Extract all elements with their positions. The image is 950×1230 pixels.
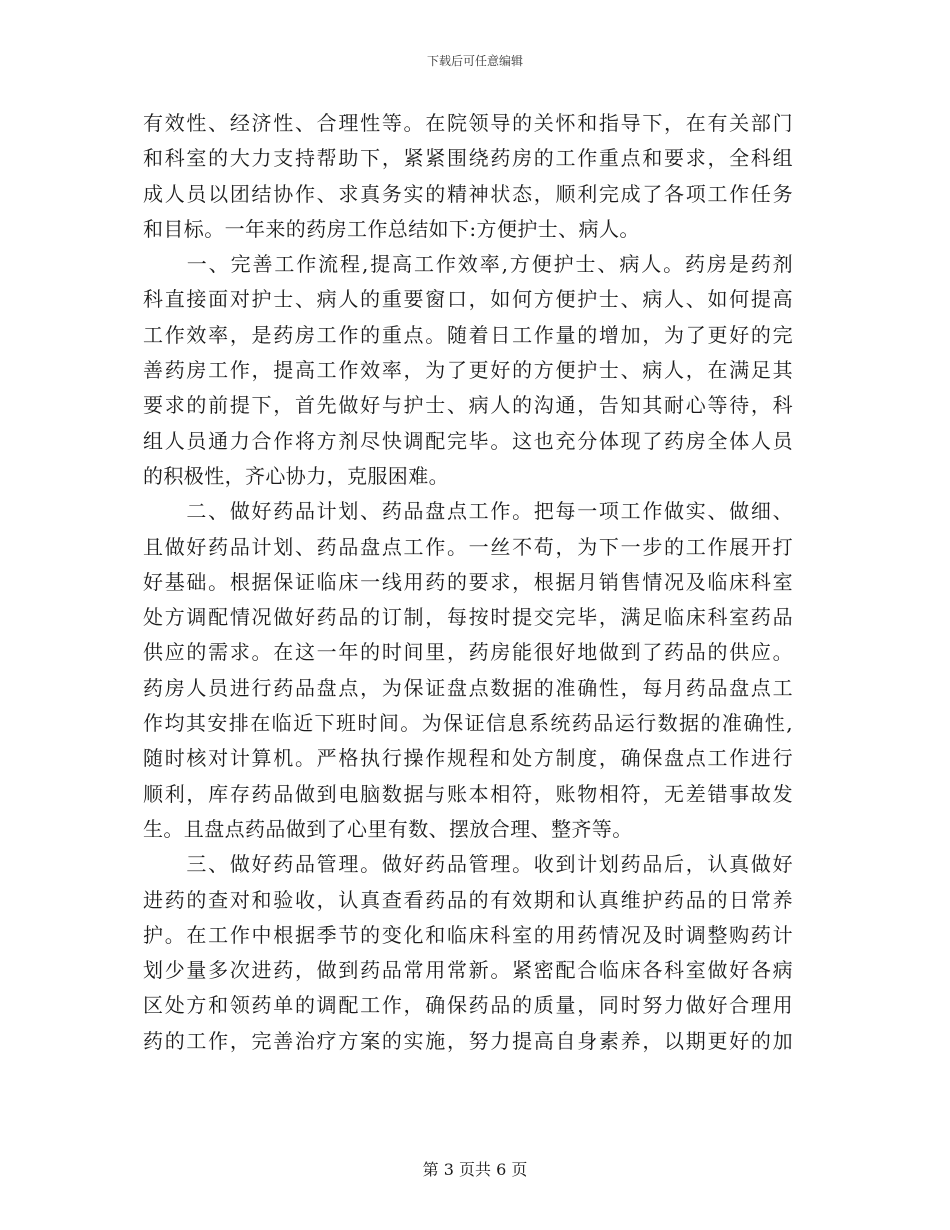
text-line: 顺利，库存药品做到电脑数据与账本相符，账物相符，无差错事故发 <box>143 781 793 806</box>
text-line: 要求的前提下，首先做好与护士、病人的沟通，告知其耐心等待，科 <box>143 393 793 418</box>
page-header-note: 下载后可任意编辑 <box>426 54 523 68</box>
text-line: 药房人员进行药品盘点，为保证盘点数据的准确性，每月药品盘点工 <box>143 675 793 700</box>
page-number: 第 3 页共 6 页 <box>422 1160 528 1179</box>
text-line: 成人员以团结协作、求真务实的精神状态，顺利完成了各项工作任务 <box>143 181 793 206</box>
text-line: 生。且盘点药品做到了心里有数、摆放合理、整齐等。 <box>143 816 633 841</box>
text-line: 工作效率，是药房工作的重点。随着日工作量的增加，为了更好的完 <box>143 322 793 347</box>
document-body <box>143 106 793 1059</box>
text-line: 二、做好药品计划、药品盘点工作。把每一项工作做实、做细、 <box>143 499 793 524</box>
text-line: 处方调配情况做好药品的订制，每按时提交完毕，满足临床科室药品 <box>143 605 793 630</box>
text-line: 供应的需求。在这一年的时间里，药房能很好地做到了药品的供应。 <box>143 640 793 665</box>
text-line: 进药的查对和验收，认真查看药品的有效期和认真维护药品的日常养 <box>143 887 793 912</box>
text-line: 科直接面对护士、病人的重要窗口，如何方便护士、病人、如何提高 <box>143 287 793 312</box>
text-line: 三、做好药品管理。做好药品管理。收到计划药品后，认真做好 <box>143 852 793 877</box>
text-line: 好基础。根据保证临床一线用药的要求，根据月销售情况及临床科室 <box>143 569 793 594</box>
text-line: 护。在工作中根据季节的变化和临床科室的用药情况及时调整购药计 <box>143 922 793 947</box>
text-line: 一、完善工作流程,提高工作效率,方便护士、病人。药房是药剂 <box>143 252 793 277</box>
text-line: 善药房工作，提高工作效率，为了更好的方便护士、病人，在满足其 <box>143 358 793 383</box>
text-line: 和目标。一年来的药房工作总结如下:方便护士、病人。 <box>143 216 640 241</box>
text-line: 的积极性，齐心协力，克服困难。 <box>143 463 449 488</box>
text-line: 划少量多次进药，做到药品常用常新。紧密配合临床各科室做好各病 <box>143 958 793 983</box>
text-line: 药的工作，完善治疗方案的实施，努力提高自身素养，以期更好的加 <box>143 1028 793 1053</box>
text-line: 有效性、经济性、合理性等。在院领导的关怀和指导下，在有关部门 <box>143 111 793 135</box>
text-line: 且做好药品计划、药品盘点工作。一丝不苟，为下一步的工作展开打 <box>143 534 793 559</box>
text-line: 组人员通力合作将方剂尽快调配完毕。这也充分体现了药房全体人员 <box>143 428 793 453</box>
text-line: 区处方和领药单的调配工作，确保药品的质量，同时努力做好合理用 <box>143 993 793 1018</box>
text-line: 和科室的大力支持帮助下，紧紧围绕药房的工作重点和要求，全科组 <box>143 146 793 171</box>
text-line: 随时核对计算机。严格执行操作规程和处方制度，确保盘点工作进行 <box>143 746 793 771</box>
text-line: 作均其安排在临近下班时间。为保证信息系统药品运行数据的准确性, <box>143 711 793 736</box>
